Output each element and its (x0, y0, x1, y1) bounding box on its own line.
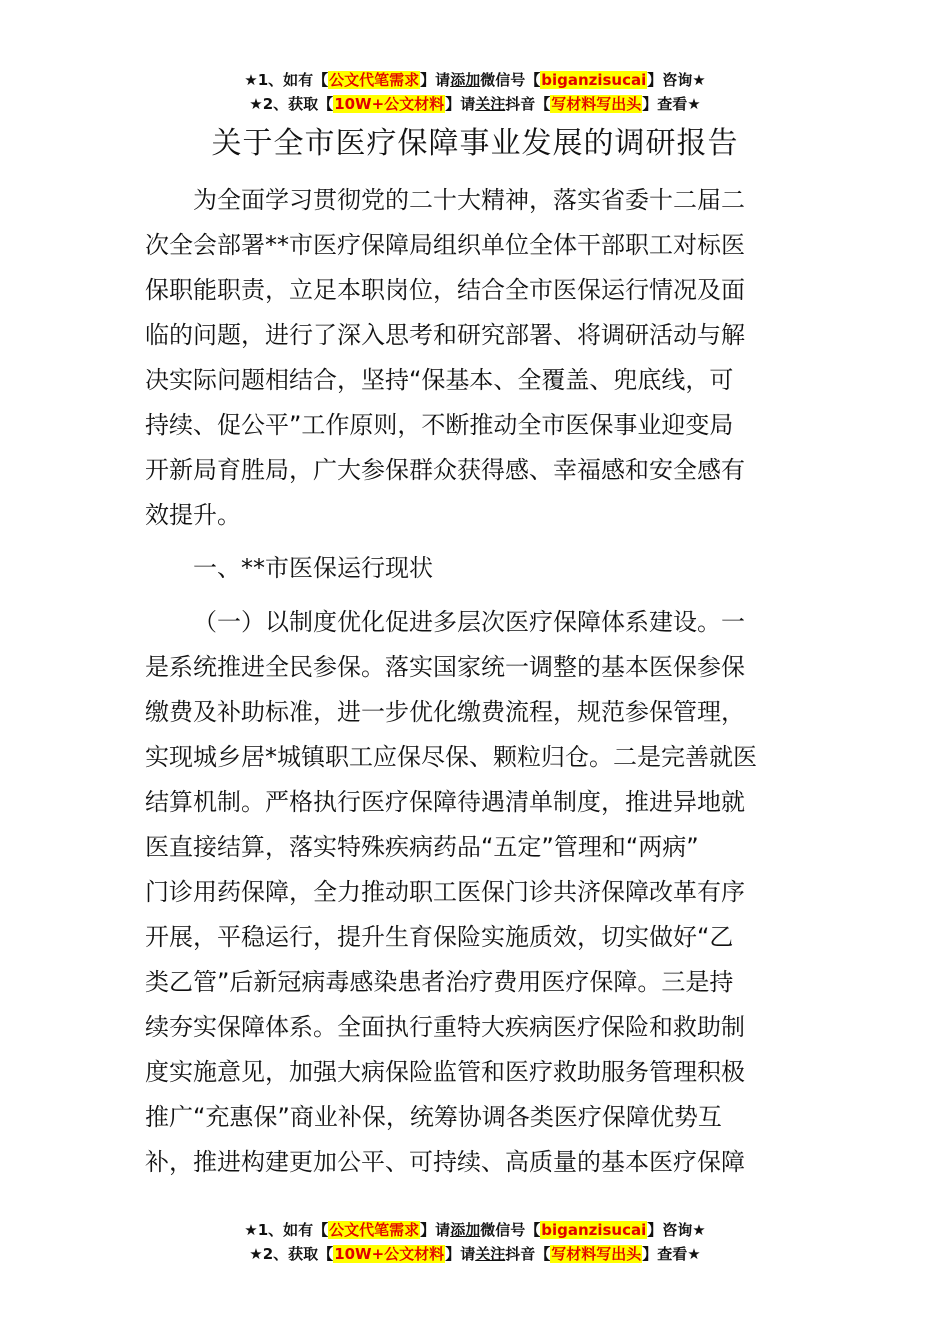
promo-text: 】查看★ (642, 95, 701, 113)
section-heading-text: 一、**市医保运行现状 (193, 554, 433, 582)
promo-line-1 (0, 1218, 950, 1242)
promo-text: 】咨询★ (647, 1221, 706, 1239)
promo-line-2 (0, 1242, 950, 1266)
promo-text: 抖音【 (505, 1245, 551, 1263)
promo-text: ★1、如有【 (244, 1221, 329, 1239)
promo-text: 】请 (420, 1221, 451, 1239)
section-heading (145, 546, 810, 591)
promo-text-underlined: 添加 (450, 1221, 481, 1239)
highlight-douyin-account: 写材料写出头 (551, 95, 642, 113)
paragraph-line: 度实施意见，加强大病保险监管和医疗救助服务管理积极 (145, 1058, 745, 1086)
promo-line-1 (0, 68, 950, 92)
promo-text-underlined: 关注 (475, 1245, 506, 1263)
paragraph-line: 临的问题，进行了深入思考和研究部署、将调研活动与解 (145, 321, 745, 349)
promo-text: 微信号【 (480, 71, 541, 89)
promo-text-underlined: 关注 (475, 95, 506, 113)
document-title: 关于全市医疗保障事业发展的调研报告 (211, 126, 739, 161)
paragraph-line: 推广“充惠保”商业补保，统筹协调各类医疗保障优势互 (145, 1103, 722, 1131)
promo-text: ★1、如有【 (244, 71, 329, 89)
promo-banner-bottom (0, 1218, 950, 1266)
highlight-wechat-id: biganzisucai (541, 1221, 647, 1239)
promo-text: 】查看★ (642, 1245, 701, 1263)
paragraph-line: 为全面学习贯彻党的二十大精神，落实省委十二届二 (193, 186, 745, 214)
promo-text: 】请 (445, 1245, 476, 1263)
paragraph-line: 效提升。 (145, 501, 241, 529)
paragraph-line: 补，推进构建更加公平、可持续、高质量的基本医疗保障 (145, 1148, 745, 1176)
promo-text-underlined: 添加 (450, 71, 481, 89)
highlight-materials: 10W+公文材料 (334, 1245, 445, 1263)
highlight-douyin-account: 写材料写出头 (551, 1245, 642, 1263)
promo-text: ★2、获取【 (249, 1245, 334, 1263)
promo-text: 微信号【 (480, 1221, 541, 1239)
paragraph-line: 结算机制。严格执行医疗保障待遇清单制度，推进异地就 (145, 788, 745, 816)
paragraph-line: （一）以制度优化促进多层次医疗保障体系建设。一 (193, 608, 745, 636)
paragraph-line: 类乙管”后新冠病毒感染患者治疗费用医疗保障。三是持 (145, 968, 734, 996)
promo-text: 】咨询★ (647, 71, 706, 89)
highlight-service: 公文代笔需求 (329, 71, 420, 89)
section-paragraph (145, 600, 810, 1185)
paragraph-line: 续夯实保障体系。全面执行重特大疾病医疗保险和救助制 (145, 1013, 745, 1041)
paragraph-line: 次全会部署**市医疗保障局组织单位全体干部职工对标医 (145, 231, 745, 259)
highlight-materials: 10W+公文材料 (334, 95, 445, 113)
intro-paragraph (145, 178, 810, 538)
paragraph-line: 开新局育胜局，广大参保群众获得感、幸福感和安全感有 (145, 456, 745, 484)
promo-line-2 (0, 92, 950, 116)
paragraph-line: 保职能职责，立足本职岗位，结合全市医保运行情况及面 (145, 276, 745, 304)
paragraph-line: 是系统推进全民参保。落实国家统一调整的基本医保参保 (145, 653, 745, 681)
paragraph-line: 实现城乡居*城镇职工应保尽保、颗粒归仓。二是完善就医 (145, 743, 757, 771)
paragraph-line: 缴费及补助标准，进一步优化缴费流程，规范参保管理， (145, 698, 745, 726)
promo-text: 】请 (420, 71, 451, 89)
promo-text: 抖音【 (505, 95, 551, 113)
paragraph-line: 开展，平稳运行，提升生育保险实施质效，切实做好“乙 (145, 923, 734, 951)
promo-text: 】请 (445, 95, 476, 113)
paragraph-line: 持续、促公平”工作原则，不断推动全市医保事业迎变局 (145, 411, 734, 439)
promo-banner-top (0, 68, 950, 116)
highlight-service: 公文代笔需求 (329, 1221, 420, 1239)
paragraph-line: 决实际问题相结合，坚持“保基本、全覆盖、兜底线，可 (145, 366, 734, 394)
paragraph-line: 医直接结算，落实特殊疾病药品“五定”管理和“两病” (145, 833, 699, 861)
promo-text: ★2、获取【 (249, 95, 334, 113)
paragraph-line: 门诊用药保障，全力推动职工医保门诊共济保障改革有序 (145, 878, 745, 906)
highlight-wechat-id: biganzisucai (541, 71, 647, 89)
